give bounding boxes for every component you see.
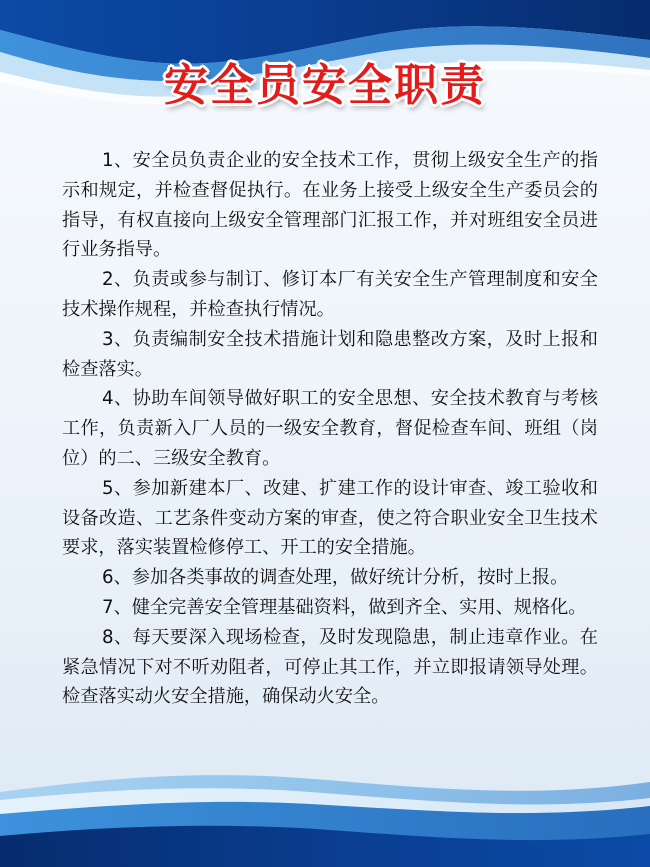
duty-item-3: 3、负责编制安全技术措施计划和隐患整改方案，及时上报和检查落实。	[62, 328, 598, 380]
duty-item-4: 4、协助车间领导做好职工的安全思想、安全技术教育与考核工作，负责新入厂人员的一级安全教育，督促检查车间、班组（岗位）的二、三级安全教育。	[62, 388, 598, 469]
duty-item-7: 7、健全完善安全管理基础资料，做到齐全、实用、规格化。	[102, 596, 587, 618]
duty-item-6: 6、参加各类事故的调查处理，做好统计分析，按时上报。	[102, 567, 569, 589]
page-title: 安全员安全职责	[164, 60, 486, 111]
duty-item-8: 8、每天要深入现场检查，及时发现隐患，制止违章作业。在紧急情况下对不听劝阻者，可停止其工作，并立即报请领导处理。检查落实动火安全措施，确保动火安全。	[62, 626, 598, 708]
duty-item-5: 5、参加新建本厂、改建、扩建工作的设计审查、竣工验收和设备改造、工艺条件变动方案的审查，使之符合职业安全卫生技术要求，落实装置检修停工、开工的安全措施。	[62, 477, 598, 559]
duty-item-1: 1、安全员负责企业的安全技术工作，贯彻上级安全生产的指示和规定，并检查督促执行。在业务上接受上级安全生产委员会的指导，有权直接向上级安全管理部门汇报工作，并对班组安全员进行业务指导。	[62, 150, 598, 261]
duties-list	[62, 146, 598, 712]
duty-item-2: 2、负责或参与制订、修订本厂有关安全生产管理制度和安全技术操作规程，并检查执行情况。	[62, 269, 598, 320]
